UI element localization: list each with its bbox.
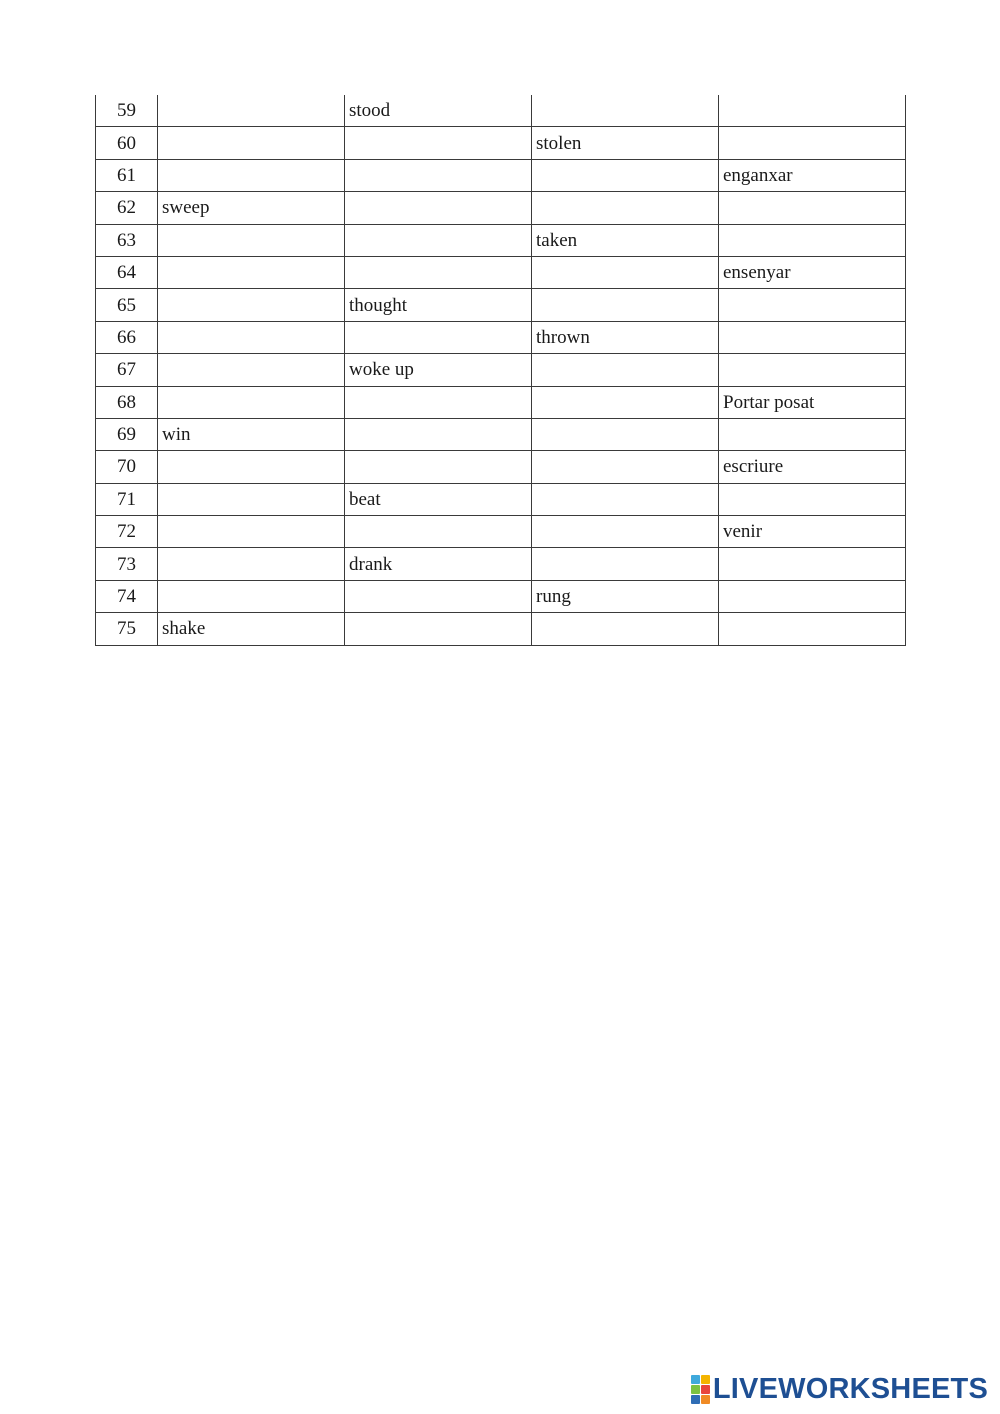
table-row bbox=[96, 418, 906, 450]
cell-col-2: drank bbox=[345, 548, 532, 580]
logo-tile bbox=[691, 1395, 700, 1404]
cell-col-3: stolen bbox=[532, 127, 719, 159]
cell-col-4[interactable] bbox=[719, 483, 906, 515]
row-number: 68 bbox=[96, 386, 158, 418]
table-row bbox=[96, 548, 906, 580]
cell-col-1[interactable] bbox=[158, 548, 345, 580]
row-number: 66 bbox=[96, 321, 158, 353]
cell-col-4[interactable] bbox=[719, 224, 906, 256]
cell-col-3[interactable] bbox=[532, 483, 719, 515]
cell-col-2[interactable] bbox=[345, 224, 532, 256]
cell-col-4[interactable] bbox=[719, 418, 906, 450]
table-row bbox=[96, 354, 906, 386]
cell-col-4[interactable] bbox=[719, 613, 906, 645]
table-row bbox=[96, 613, 906, 645]
cell-col-4: ensenyar bbox=[719, 256, 906, 288]
cell-col-3[interactable] bbox=[532, 418, 719, 450]
cell-col-2[interactable] bbox=[345, 418, 532, 450]
row-number: 59 bbox=[96, 95, 158, 127]
cell-col-4[interactable] bbox=[719, 95, 906, 127]
table-row bbox=[96, 192, 906, 224]
cell-col-4: escriure bbox=[719, 451, 906, 483]
cell-col-2[interactable] bbox=[345, 192, 532, 224]
cell-col-1[interactable] bbox=[158, 159, 345, 191]
cell-col-1[interactable] bbox=[158, 224, 345, 256]
cell-col-4: enganxar bbox=[719, 159, 906, 191]
table-row bbox=[96, 386, 906, 418]
row-number: 74 bbox=[96, 580, 158, 612]
cell-col-3[interactable] bbox=[532, 613, 719, 645]
table-row bbox=[96, 256, 906, 288]
cell-col-3[interactable] bbox=[532, 289, 719, 321]
cell-col-2: woke up bbox=[345, 354, 532, 386]
table-row bbox=[96, 224, 906, 256]
cell-col-1[interactable] bbox=[158, 95, 345, 127]
cell-col-2: stood bbox=[345, 95, 532, 127]
row-number: 60 bbox=[96, 127, 158, 159]
row-number: 62 bbox=[96, 192, 158, 224]
cell-col-1: shake bbox=[158, 613, 345, 645]
cell-col-4[interactable] bbox=[719, 192, 906, 224]
cell-col-2[interactable] bbox=[345, 451, 532, 483]
cell-col-4[interactable] bbox=[719, 321, 906, 353]
table-row bbox=[96, 516, 906, 548]
table-row bbox=[96, 321, 906, 353]
cell-col-4: venir bbox=[719, 516, 906, 548]
cell-col-2: thought bbox=[345, 289, 532, 321]
cell-col-2[interactable] bbox=[345, 159, 532, 191]
row-number: 72 bbox=[96, 516, 158, 548]
cell-col-1: win bbox=[158, 418, 345, 450]
cell-col-3[interactable] bbox=[532, 516, 719, 548]
cell-col-4[interactable] bbox=[719, 580, 906, 612]
cell-col-3[interactable] bbox=[532, 256, 719, 288]
row-number: 63 bbox=[96, 224, 158, 256]
row-number: 71 bbox=[96, 483, 158, 515]
liveworksheets-logo-icon bbox=[691, 1375, 710, 1404]
verb-table-body bbox=[96, 95, 906, 645]
verb-table bbox=[95, 95, 906, 646]
brand-text: LIVEWORKSHEETS bbox=[712, 1372, 988, 1405]
cell-col-3[interactable] bbox=[532, 95, 719, 127]
cell-col-2[interactable] bbox=[345, 321, 532, 353]
cell-col-4[interactable] bbox=[719, 127, 906, 159]
logo-tile bbox=[691, 1385, 700, 1394]
cell-col-2: beat bbox=[345, 483, 532, 515]
cell-col-4[interactable] bbox=[719, 354, 906, 386]
cell-col-1[interactable] bbox=[158, 483, 345, 515]
cell-col-4[interactable] bbox=[719, 289, 906, 321]
cell-col-3[interactable] bbox=[532, 354, 719, 386]
cell-col-1[interactable] bbox=[158, 127, 345, 159]
table-row bbox=[96, 483, 906, 515]
logo-tile bbox=[701, 1395, 710, 1404]
row-number: 65 bbox=[96, 289, 158, 321]
cell-col-3[interactable] bbox=[532, 386, 719, 418]
cell-col-2[interactable] bbox=[345, 386, 532, 418]
table-row bbox=[96, 127, 906, 159]
cell-col-1[interactable] bbox=[158, 451, 345, 483]
row-number: 61 bbox=[96, 159, 158, 191]
cell-col-1[interactable] bbox=[158, 256, 345, 288]
cell-col-3[interactable] bbox=[532, 548, 719, 580]
cell-col-3: taken bbox=[532, 224, 719, 256]
cell-col-2[interactable] bbox=[345, 256, 532, 288]
logo-tile bbox=[701, 1385, 710, 1394]
cell-col-3[interactable] bbox=[532, 159, 719, 191]
logo-tile bbox=[691, 1375, 700, 1384]
table-row bbox=[96, 159, 906, 191]
cell-col-4: Portar posat bbox=[719, 386, 906, 418]
row-number: 64 bbox=[96, 256, 158, 288]
cell-col-2[interactable] bbox=[345, 613, 532, 645]
cell-col-1[interactable] bbox=[158, 516, 345, 548]
cell-col-4[interactable] bbox=[719, 548, 906, 580]
row-number: 69 bbox=[96, 418, 158, 450]
row-number: 67 bbox=[96, 354, 158, 386]
cell-col-3[interactable] bbox=[532, 451, 719, 483]
row-number: 75 bbox=[96, 613, 158, 645]
cell-col-1[interactable] bbox=[158, 580, 345, 612]
cell-col-3[interactable] bbox=[532, 192, 719, 224]
cell-col-1[interactable] bbox=[158, 289, 345, 321]
brand-footer bbox=[691, 1372, 988, 1406]
table-row bbox=[96, 451, 906, 483]
cell-col-1[interactable] bbox=[158, 386, 345, 418]
row-number: 73 bbox=[96, 548, 158, 580]
cell-col-1[interactable] bbox=[158, 321, 345, 353]
row-number: 70 bbox=[96, 451, 158, 483]
cell-col-2[interactable] bbox=[345, 580, 532, 612]
table-row bbox=[96, 289, 906, 321]
cell-col-2[interactable] bbox=[345, 127, 532, 159]
cell-col-3: thrown bbox=[532, 321, 719, 353]
logo-tile bbox=[701, 1375, 710, 1384]
table-row bbox=[96, 95, 906, 127]
cell-col-1: sweep bbox=[158, 192, 345, 224]
table-row bbox=[96, 580, 906, 612]
cell-col-1[interactable] bbox=[158, 354, 345, 386]
cell-col-2[interactable] bbox=[345, 516, 532, 548]
cell-col-3: rung bbox=[532, 580, 719, 612]
